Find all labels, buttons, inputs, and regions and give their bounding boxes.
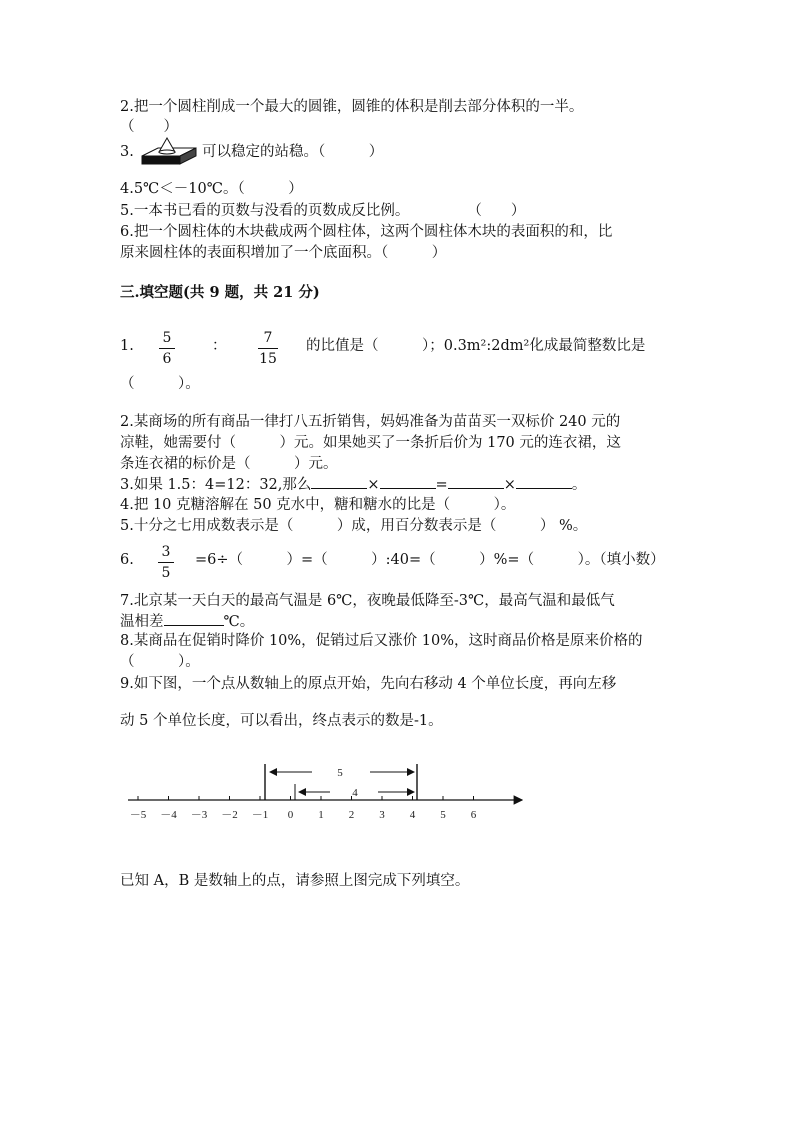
f3-blank-3[interactable] [448, 474, 504, 489]
fraction-3-5 [158, 544, 174, 581]
tick-label: －5 [129, 809, 147, 821]
f9-line2: 动 5 个单位长度，可以看出，终点表示的数是-1。 [120, 713, 443, 729]
f7-line1: 7.北京某一天白天的最高气温是 6℃，夜晚最低降至-3℃，最高气温和最低气 [120, 593, 615, 609]
f6-number: 6. [120, 552, 134, 568]
f6-text: =6÷（ ）=（ ）:40=（ ）%=（ ）。（填小数） [195, 552, 665, 568]
tick-label: 4 [409, 809, 416, 821]
tick-label: 2 [348, 809, 355, 821]
fraction-5-6 [159, 330, 175, 367]
f3-op2: = [435, 477, 448, 493]
f5-text: 5.十分之七用成数表示是（ ）成，用百分数表示是（ ） %。 [120, 518, 588, 534]
q6-line2: 原来圆柱体的表面积增加了一个底面积。（ ） [120, 245, 447, 261]
f2-line1: 2.某商场的所有商品一律打八五折销售，妈妈准备为苗苗买一双标价 240 元的 [120, 414, 621, 430]
number-line-figure [118, 758, 528, 824]
fraction-denominator: 15 [259, 351, 277, 367]
tick-label: －1 [251, 809, 269, 821]
f2-line2: 凉鞋，她需要付（ ）元。如果她买了一条折后价为 170 元的连衣裙，这 [120, 435, 621, 451]
f7-suffix: ℃。 [223, 614, 255, 630]
q2-line1: 2.把一个圆柱削成一个最大的圆锥，圆锥的体积是削去部分体积的一半。 [120, 99, 584, 115]
f3-op3: × [503, 477, 516, 493]
f7-line2 [120, 611, 254, 632]
f3-line [120, 474, 586, 495]
fraction-7-15 [258, 330, 278, 367]
fraction-denominator: 5 [161, 565, 171, 581]
arrow-label-5: 5 [337, 767, 343, 779]
f3-blank-1[interactable] [311, 474, 367, 489]
q2-answer[interactable]: （ ） [120, 119, 178, 135]
q4-text: 4.5℃＜－10℃。（ ） [120, 181, 303, 197]
q5-text: 5.一本书已看的页数与没看的页数成反比例。 （ ） [120, 203, 526, 219]
fraction-numerator: 3 [161, 544, 171, 560]
q3-text: 可以稳定的站稳。（ ） [202, 144, 384, 160]
tick-label: －3 [190, 809, 208, 821]
cone-on-block-figure [140, 136, 198, 168]
q3-number: 3. [120, 144, 134, 160]
tick-label: 5 [440, 809, 446, 821]
tick-label: 3 [379, 809, 385, 821]
tick-label: 0 [287, 809, 294, 821]
f7-prefix: 温相差 [120, 614, 164, 630]
f8-line1: 8.某商品在促销时降价 10%，促销过后又涨价 10%，这时商品价格是原来价格的 [120, 633, 643, 649]
arrow-label-4: 4 [352, 787, 358, 799]
f2-line3: 条连衣裙的标价是（ ）元。 [120, 456, 338, 472]
fraction-denominator: 6 [162, 351, 172, 367]
f8-answer[interactable]: （ ）。 [120, 654, 200, 670]
f1-colon: ： [212, 338, 227, 354]
tick-label: －4 [160, 809, 177, 821]
tick-label: 1 [318, 809, 324, 821]
f9-line1: 9.如下图，一个点从数轴上的原点开始，先向右移动 4 个单位长度，再向左移 [120, 676, 617, 692]
f7-blank[interactable] [164, 611, 224, 626]
fraction-numerator: 5 [162, 330, 172, 346]
f1-text: 的比值是（ ）；0.3m²:2dm²化成最简整数比是 [306, 338, 646, 354]
f3-prefix: 3.如果 1.5：4=12：32,那么 [120, 477, 312, 493]
f9-tail: 已知 A，B 是数轴上的点，请参照上图完成下列填空。 [120, 873, 470, 889]
section-heading: 三.填空题(共 9 题，共 21 分) [120, 284, 320, 301]
q6-line1: 6.把一个圆柱体的木块截成两个圆柱体，这两个圆柱体木块的表面积的和，比 [120, 224, 613, 240]
f1-answer-line[interactable]: （ ）。 [120, 376, 200, 392]
fraction-numerator: 7 [263, 330, 273, 346]
f3-suffix: 。 [571, 477, 587, 493]
f4-text: 4.把 10 克糖溶解在 50 克水中，糖和糖水的比是（ ）。 [120, 497, 516, 513]
f3-blank-2[interactable] [380, 474, 436, 489]
tick-label: 6 [470, 809, 477, 821]
tick-label: －2 [221, 809, 238, 821]
f3-op1: × [367, 477, 380, 493]
f3-blank-4[interactable] [516, 474, 572, 489]
f1-number: 1. [120, 338, 134, 354]
